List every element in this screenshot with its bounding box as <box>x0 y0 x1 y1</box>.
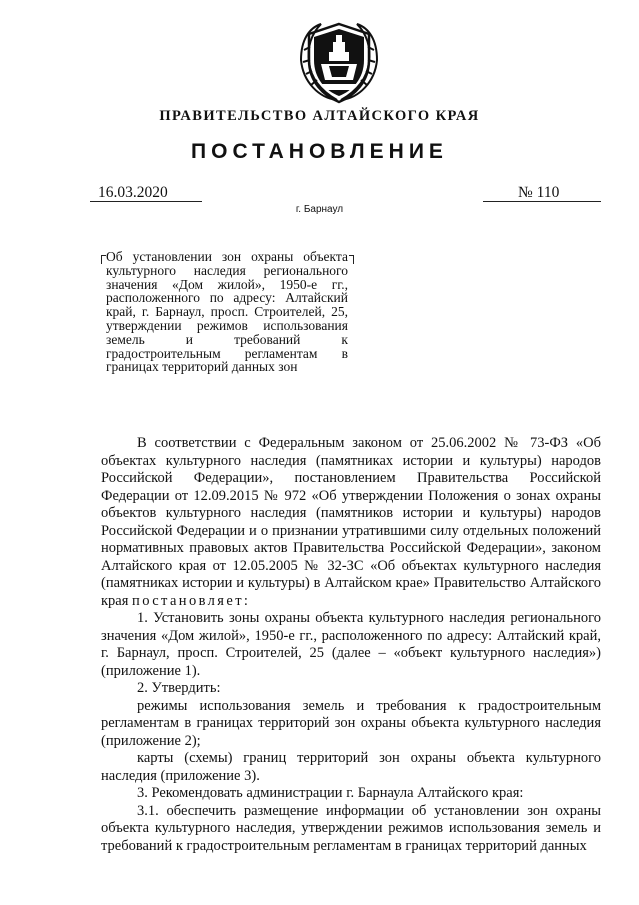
document-date: 16.03.2020 <box>98 184 168 201</box>
document-type-title: ПОСТАНОВЛЕНИЕ <box>191 140 448 163</box>
subject-bracket-right <box>349 255 354 264</box>
coat-of-arms-icon <box>299 20 379 104</box>
preamble-text: В соответствии с Федеральным законом от 25.06.2002 № 73-ФЗ «Об объектах культурного наследия (памятниках истории и культуры) народов Российской Федерации», постановлением Правительства Российской Федерации от 12.09.2015 № 972 «Об утверждении Положения о зонах охраны объектов культурного наследия (памятников истории и культуры) народов Российской Федерации и о признании утратившими силу отдельных положений нормативных правовых актов Правительства Российской Федерации», законом Алтайского края от 12.05.2005 № 32-ЗС «Об объектах культурного наследия (памятниках истории и культуры) в Алтайском крае» Правительство Алтайского края <box>101 435 601 609</box>
document-subject: Об установлении зон охраны объекта культурного наследия регионального значения «Дом жилой», 1950-е гг., расположенного по адресу: Алтайский край, г. Барнаул, просп. Строителей, 25, утверждении режимов использования земель и требований к градостроительным регламентам в границах территорий данных зон <box>106 249 348 375</box>
city-label: г. Барнаул <box>295 204 344 215</box>
paragraph-3: 3. Рекомендовать администрации г. Барнаула Алтайского края: <box>137 785 524 801</box>
paragraph-2b: карты (схемы) границ территорий зон охраны объекта культурного наследия (приложение 3). <box>101 750 601 784</box>
number-underline <box>483 201 601 202</box>
resolves-text: постановляет: <box>132 592 251 609</box>
paragraph-3-1: 3.1. обеспечить размещение информации об установлении зон охраны объекта культурного наследия, утверждении режимов использования земель и требований к градостроительным регламентам в границах территорий данных <box>101 802 601 854</box>
paragraph-2: 2. Утвердить: <box>137 680 221 696</box>
paragraph-1: 1. Установить зоны охраны объекта культурного наследия регионального значения «Дом жилой», 1950-е гг., расположенного по адресу: Алтайский край, г. Барнаул, просп. Строителей, 25 (далее – «объект культурного наследия») (приложение 1). <box>101 610 601 679</box>
document-number: № 110 <box>518 184 560 201</box>
document-body <box>101 435 601 855</box>
date-underline <box>90 201 202 202</box>
paragraph-2a: режимы использования земель и требования к градостроительным регламентам в границах территорий зон охраны объекта культурного наследия (приложение 2); <box>101 697 601 749</box>
government-name: ПРАВИТЕЛЬСТВО АЛТАЙСКОГО КРАЯ <box>159 108 480 124</box>
preamble-paragraph <box>101 435 601 610</box>
